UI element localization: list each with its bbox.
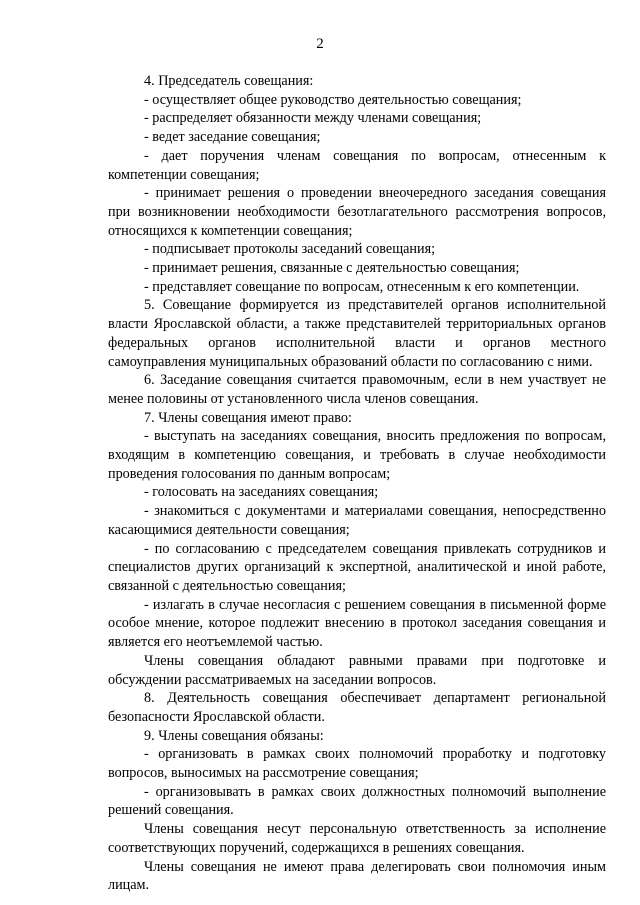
paragraph: - организовать в рамках своих полномочий проработку и подготовку вопросов, выносимых на рассмотрение совещания; bbox=[108, 746, 606, 782]
paragraph: Члены совещания не имеют права делегировать свои полномочия иным лицам. bbox=[108, 858, 606, 894]
paragraph: 8. Деятельность совещания обеспечивает департамент региональной безопасности Ярославской области. bbox=[108, 690, 606, 725]
paragraph: - принимает решения о проведении внеочередного заседания совещания при возникновении необходимости безотлагательного рассмотрения вопросов, относящихся к компетенции совещания; bbox=[108, 185, 606, 239]
paragraph: - осуществляет общее руководство деятельностью совещания; bbox=[144, 91, 522, 108]
paragraph: 9. Члены совещания обязаны: bbox=[144, 727, 324, 744]
paragraph: - принимает решения, связанные с деятельностью совещания; bbox=[144, 260, 520, 277]
document-body bbox=[108, 72, 606, 895]
paragraph: - выступать на заседаниях совещания, вносить предложения по вопросам, входящим в компетенцию совещания, и требовать в случае необходимости проведения голосования по данным вопросам; bbox=[108, 428, 606, 482]
paragraph: 6. Заседание совещания считается правомочным, если в нем участвует не менее половины от установленного числа членов совещания. bbox=[108, 372, 606, 407]
paragraph: Члены совещания обладают равными правами при подготовке и обсуждении рассматриваемых на заседании вопросов. bbox=[108, 652, 606, 688]
paragraph: - организовывать в рамках своих должностных полномочий выполнение решений совещания. bbox=[108, 783, 606, 819]
paragraph: 7. Члены совещания имеют право: bbox=[144, 409, 352, 426]
paragraph: 4. Председатель совещания: bbox=[144, 73, 314, 89]
paragraph: - по согласованию с председателем совещания привлекать сотрудников и специалистов других организаций к экспертной, аналитической и иной работе, связанной с деятельностью совещания; bbox=[108, 540, 606, 594]
paragraph: - знакомиться с документами и материалами совещания, непосредственно касающимися деятельности совещания; bbox=[108, 503, 606, 538]
paragraph: - распределяет обязанности между членами совещания; bbox=[144, 110, 482, 127]
paragraph: - голосовать на заседаниях совещания; bbox=[144, 484, 379, 501]
paragraph: - ведет заседание совещания; bbox=[144, 129, 321, 146]
paragraph: 5. Совещание формируется из представителей органов исполнительной власти Ярославской области, а также представителей территориальных органов федеральных органов исполнительной власти и органов местного самоуправления муниципальных образований области по согласованию с ними. bbox=[108, 297, 606, 370]
paragraph: - излагать в случае несогласия с решением совещания в письменной форме особое мнение, которое подлежит внесению в протокол заседания совещания и является его неотъемлемой частью. bbox=[108, 596, 606, 651]
paragraph: Члены совещания несут персональную ответственность за исполнение соответствующих поручений, содержащихся в решениях совещания. bbox=[108, 821, 606, 856]
paragraph: - дает поручения членам совещания по вопросам, отнесенным к компетенции совещания; bbox=[108, 147, 606, 183]
paragraph: - представляет совещание по вопросам, отнесенным к его компетенции. bbox=[144, 278, 580, 295]
paragraph: - подписывает протоколы заседаний совещания; bbox=[144, 241, 436, 258]
page-number: 2 bbox=[316, 36, 324, 52]
